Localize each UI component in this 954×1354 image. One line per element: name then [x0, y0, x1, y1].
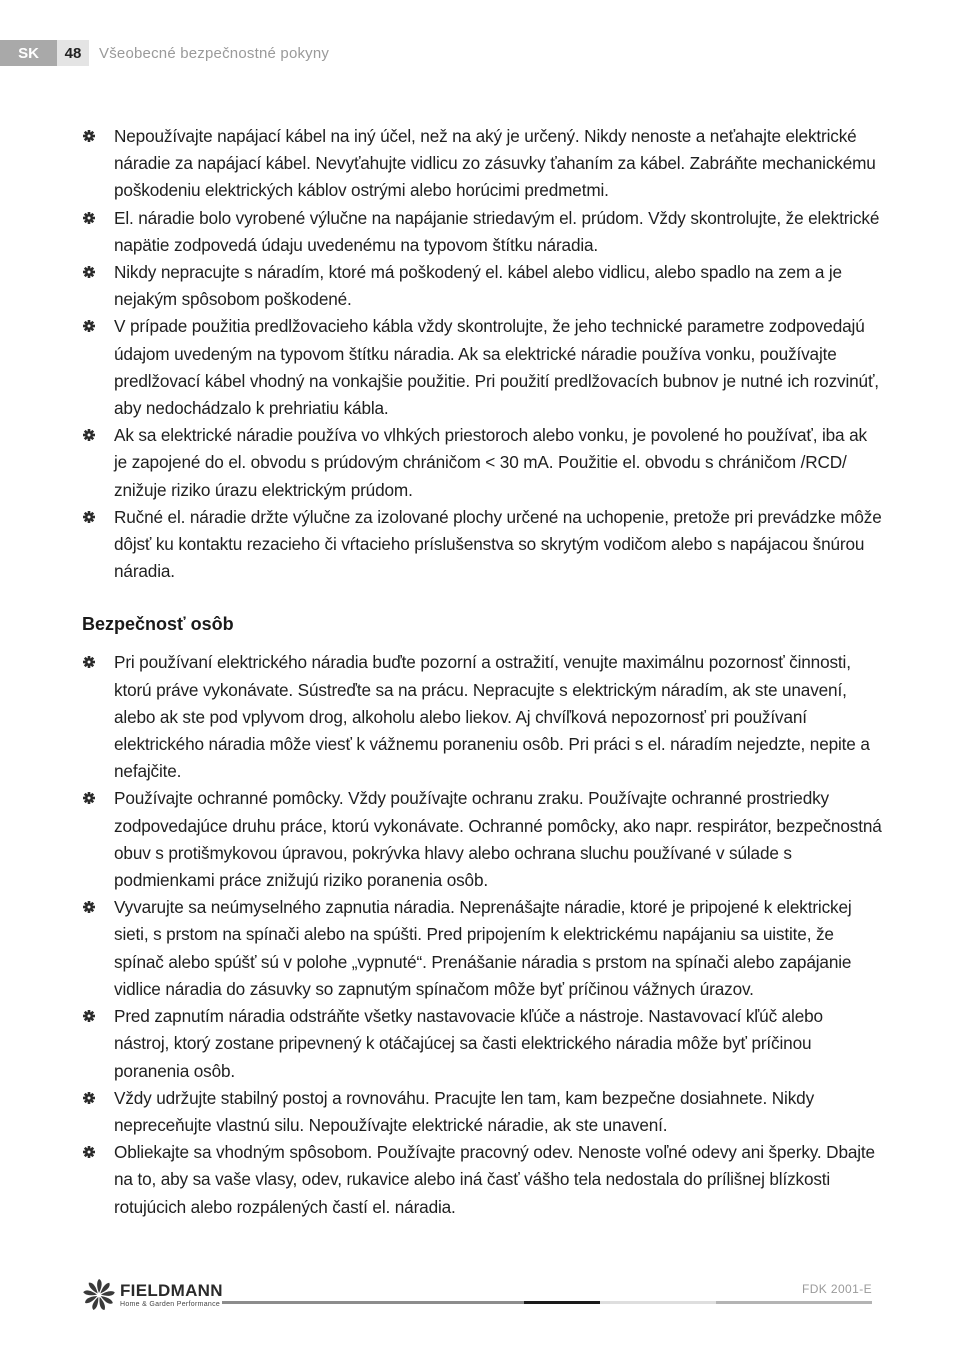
page-header — [0, 40, 329, 66]
list-item-text: Ak sa elektrické náradie používa vo vlhkých priestoroch alebo vonku, je povolené ho používať, iba ak je zapojené do el. obvodu s prúdovým chráničom < 30 mA. Použitie el. obvodu s chráničom /RCD/ znižuje riziko úrazu elektrickým prúdom. — [114, 425, 867, 500]
brand-logo — [82, 1278, 223, 1312]
gear-bullet-icon — [83, 792, 95, 804]
gear-bullet-icon — [83, 1146, 95, 1158]
header-title: Všeobecné bezpečnostné pokyny — [99, 44, 330, 62]
list-item — [82, 205, 882, 259]
list-item — [82, 313, 882, 422]
gear-bullet-icon — [83, 1010, 95, 1022]
footer-rule-segment — [222, 1301, 524, 1304]
list-item-text: Obliekajte sa vhodným spôsobom. Používajte pracovný odev. Nenoste voľné odevy ani šperky. Dbajte na to, aby sa vaše vlasy, odev, rukavice alebo iná časť vášho tela nedostala do prílišnej blízkosti rotujúcich alebo rozpálených častí el. náradia. — [114, 1142, 875, 1217]
gear-bullet-icon — [83, 212, 95, 224]
list-item-text: Nepoužívajte napájací kábel na iný účel, než na aký je určený. Nikdy nenoste a neťahajte elektrické náradie za napájací kábel. Nevyťahujte vidlicu zo zásuvky ťahaním za kábel. Zabráňte mechanickému poškodeniu elektrických káblov ostrými alebo horúcimi predmetmi. — [114, 126, 876, 201]
gear-bullet-icon — [83, 901, 95, 913]
list-item-text: Nikdy nepracujte s náradím, ktoré má poškodený el. kábel alebo vidlicu, alebo spadlo na zem a je nejakým spôsobom poškodené. — [114, 262, 842, 310]
gear-bullet-icon — [83, 320, 95, 332]
safety-list-electrical — [82, 123, 882, 585]
gear-bullet-icon — [83, 1092, 95, 1104]
gear-bullet-icon — [83, 266, 95, 278]
gear-bullet-icon — [83, 511, 95, 523]
page-footer — [82, 1278, 872, 1312]
list-item — [82, 1003, 882, 1085]
language-badge: SK — [0, 40, 57, 66]
section-heading: Bezpečnosť osôb — [82, 614, 234, 635]
gear-bullet-icon — [83, 429, 95, 441]
list-item-text: Vyvarujte sa neúmyselného zapnutia náradia. Neprenášajte náradie, ktoré je pripojené k elektrickej sieti, s prstom na spínači alebo na spúšti. Pred pripojením k elektrickému napájaniu sa uistite, že spínač alebo spúšť sú v polohe „vypnuté“. Prenášanie náradia s prstom na spínači alebo zapájanie vidlice náradia do zásuvky so zapnutým spínačom môže byť príčinou vážnych úrazov. — [114, 897, 852, 999]
gear-bullet-icon — [83, 656, 95, 668]
list-item-text: Pri používaní elektrického náradia buďte pozorní a ostražití, venujte maximálnu pozornosť činnosti, ktorú práve vykonávate. Sústreďte sa na prácu. Nepracujte s elektrickým náradím, ak ste unavení, alebo ak ste pod vplyvom drog, alkoholu alebo liekov. Aj chvíľková nepozornosť pri používaní elektrického náradia môže viesť k vážnemu poraneniu osôb. Pri práci s el. náradím nejedzte, nepite a nefajčite. — [114, 652, 870, 782]
list-item-text: El. náradie bolo vyrobené výlučne na napájanie striedavým el. prúdom. Vždy skontrolujte, že elektrické napätie zodpovedá údaju uvedenému na typovom štítku náradia. — [114, 207, 880, 255]
brand-name: FIELDMANN — [120, 1281, 223, 1300]
list-item — [82, 422, 882, 504]
brand-tagline: Home & Garden Performance — [120, 1301, 221, 1308]
footer-rule-segment — [600, 1301, 716, 1304]
page-content — [82, 123, 882, 1221]
fieldmann-fan-icon — [82, 1278, 116, 1312]
list-item — [82, 504, 882, 586]
list-item — [82, 649, 882, 785]
footer-rule-segment — [716, 1301, 872, 1304]
list-item-text: Používajte ochranné pomôcky. Vždy používajte ochranu zraku. Používajte ochranné prostriedky zodpovedajúce druhu práce, ktorú vykonávate. Ochranné pomôcky, ako napr. respirátor, bezpečnostná obuv s protišmykovou úpravou, pokrývka hlavy alebo ochrana sluchu používané v súlade s podmienkami práce znižujú riziko poranenia osôb. — [114, 788, 882, 891]
model-number: FDK 2001-E — [801, 1282, 872, 1296]
safety-list-persons — [82, 649, 882, 1220]
list-item-text: Vždy udržujte stabilný postoj a rovnováhu. Pracujte len tam, kam bezpečne dosiahnete. Nikdy neprecеňujte vlastnú silu. Nepoužívajte elektrické náradie, ak ste unavení. — [114, 1087, 815, 1135]
list-item-text: Pred zapnutím náradia odstráňte všetky nastavovacie kľúče a nástroje. Nastavovací kľúč alebo nástroj, ktorý zostane pripevnený k otáčajúcej sa časti elektrického náradia môže byť príčinou poranenia osôb. — [114, 1006, 823, 1081]
list-item — [82, 1139, 882, 1221]
list-item — [82, 785, 882, 894]
list-item — [82, 123, 882, 205]
gear-bullet-icon — [83, 130, 95, 142]
list-item-text: Ručné el. náradie držte výlučne za izolované plochy určené na uchopenie, pretože pri prevádzke môže dôjsť ku kontaktu rezacieho či vŕtacieho príslušenstva so skrytým vodičom alebo s napájacou šnúrou náradia. — [114, 506, 882, 582]
list-item — [82, 894, 882, 1003]
list-item-text: V prípade použitia predlžovacieho kábla vždy skontrolujte, že jeho technické parametre zodpovedajú údajom uvedeným na typovom štítku náradia. Ak sa elektrické náradie používa vonku, používajte predlžovací kábel vhodný na vonkajšie použitie. Pri použití predlžovacích bubnov je nutné ich rozvinúť, aby nedochádzalo k prehriatiu kábla. — [114, 316, 879, 419]
footer-rule-segment — [524, 1301, 600, 1304]
page-number: 48 — [57, 40, 89, 66]
list-item — [82, 259, 882, 313]
list-item — [82, 1085, 882, 1139]
